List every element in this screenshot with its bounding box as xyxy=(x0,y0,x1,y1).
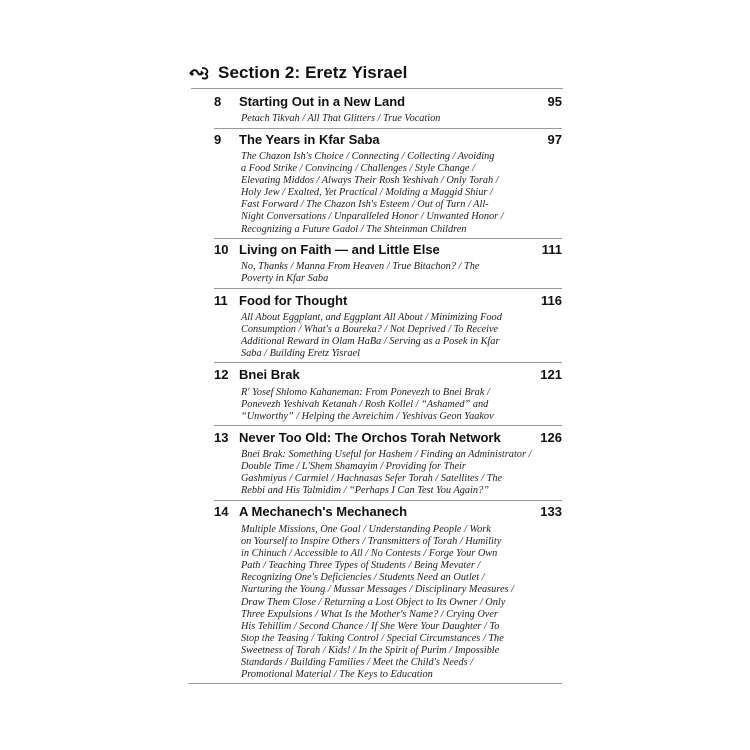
desc-line: Draw Them Close / Returning a Lost Object to Its Owner / Only xyxy=(241,596,506,608)
chapter-heading xyxy=(214,132,562,147)
desc-line: Nurturing the Young / Mussar Messages / Disciplinary Measures / xyxy=(241,584,514,596)
desc-line: Double Time / L'Shem Shamayim / Providing for Their xyxy=(241,461,466,473)
desc-line: Rebbi and His Talmidim / “Perhaps I Can Test You Again?” xyxy=(241,485,489,497)
chapter-description xyxy=(241,312,541,360)
fleuron-ornament-icon xyxy=(188,65,212,81)
desc-line: Poverty in Kfar Saba xyxy=(241,273,329,285)
chapter-divider xyxy=(214,425,562,426)
desc-line: Fast Forward / The Chazon Ish's Esteem / Out of Turn / All- xyxy=(241,199,489,211)
chapter-heading xyxy=(214,293,562,308)
chapter-description xyxy=(241,151,541,236)
desc-line: Bnei Brak: Something Useful for Hashem / Finding an Administrator / xyxy=(241,449,532,460)
desc-line: Consumption / What's a Boureka? / Not Deprived / To Receive xyxy=(241,324,499,336)
desc-line: Promotional Material / The Keys to Education xyxy=(241,669,433,681)
section-title: Section 2: Eretz Yisrael xyxy=(218,63,408,82)
chapter-divider xyxy=(214,288,562,289)
desc-line: Gashmiyus / Carmiel / Hachnasas Sefer Torah / Satellites / The xyxy=(241,473,503,485)
desc-line: His Tehillim / Second Chance / If She Were Your Daughter / To xyxy=(241,620,500,632)
chapter-title: Food for Thought xyxy=(239,293,348,308)
desc-line: Additional Reward in Olam HaBa / Serving as a Posek in Kfar xyxy=(241,336,500,348)
desc-line: R' Yosef Shlomo Kahaneman: From Ponevezh to Bnei Brak / xyxy=(241,387,490,398)
chapter-number: 14 xyxy=(214,504,229,519)
desc-line: All About Eggplant, and Eggplant All About / Minimizing Food xyxy=(241,312,502,323)
chapter-description xyxy=(241,387,541,423)
chapter-heading xyxy=(214,367,562,382)
desc-line: Path / Teaching Three Types of Students / Being Mevater / xyxy=(241,560,481,572)
chapter-divider xyxy=(214,500,562,501)
chapter-description xyxy=(241,261,541,285)
chapter-divider xyxy=(214,362,562,363)
chapter-description xyxy=(241,524,541,681)
desc-line: on Yourself to Inspire Others / Transmitters of Torah / Humility xyxy=(241,536,502,548)
desc-line: Elevating Middos / Always Their Rosh Yeshivah / Only Torah / xyxy=(241,175,499,187)
desc-line: Recognizing One's Deficiencies / Students Need an Outlet / xyxy=(241,572,485,584)
desc-line: Multiple Missions, One Goal / Understanding People / Work xyxy=(241,524,491,535)
rule-bottom xyxy=(188,683,562,684)
desc-line: Holy Jew / Exalted, Yet Practical / Molding a Maggid Shiur / xyxy=(241,187,493,199)
desc-line: Three Expulsions / What Is the Mother's Name? / Crying Over xyxy=(241,608,498,620)
chapter-page: 111 xyxy=(541,242,562,257)
desc-line: a Food Strike / Convincing / Challenges / Style Change / xyxy=(241,163,475,175)
chapter-number: 13 xyxy=(214,430,229,445)
desc-line: Saba / Building Eretz Yisrael xyxy=(241,348,360,360)
chapter-page: 121 xyxy=(540,367,562,382)
chapter-number: 12 xyxy=(214,367,229,382)
chapter-title: Starting Out in a New Land xyxy=(239,94,406,109)
chapter-title: Never Too Old: The Orchos Torah Network xyxy=(239,430,501,445)
desc-line: Sweetness of Torah / Kids! / In the Spirit of Purim / Impossible xyxy=(241,644,500,656)
chapter-heading xyxy=(214,430,562,445)
chapter-number: 9 xyxy=(214,132,222,147)
desc-line: Stop the Teasing / Taking Control / Special Circumstances / The xyxy=(241,632,504,644)
chapter-title: A Mechanech's Mechanech xyxy=(239,504,408,519)
chapter-number: 10 xyxy=(214,242,229,257)
chapter-title: The Years in Kfar Saba xyxy=(239,132,380,147)
chapter-description xyxy=(241,449,541,497)
desc-line: Standards / Building Families / Meet the Child's Needs / xyxy=(241,657,474,669)
chapter-page: 133 xyxy=(540,504,562,519)
chapter-title: Bnei Brak xyxy=(239,367,300,382)
chapter-page: 116 xyxy=(541,293,562,308)
chapter-heading xyxy=(214,504,562,519)
chapter-number: 11 xyxy=(214,293,228,308)
chapter-heading xyxy=(214,242,562,257)
rule-top xyxy=(191,88,563,89)
chapter-divider xyxy=(214,238,562,239)
chapter-description xyxy=(241,113,541,125)
chapter-divider xyxy=(214,128,562,129)
desc-line: “Unworthy” / Helping the Avreichim / Yeshivas Geon Yaakov xyxy=(241,411,494,423)
desc-line: The Chazon Ish's Choice / Connecting / Collecting / Avoiding xyxy=(241,151,495,162)
chapter-number: 8 xyxy=(214,94,222,109)
chapter-heading xyxy=(214,94,562,109)
desc-line: Petach Tikvah / All That Glitters / True Vocation xyxy=(241,113,441,124)
desc-line: No, Thanks / Manna From Heaven / True Bitachon? / The xyxy=(241,261,480,272)
desc-line: Recognizing a Future Gadol / The Shteinman Children xyxy=(241,223,467,235)
section-heading xyxy=(188,62,407,84)
desc-line: Ponevezh Yeshivah Ketanah / Rosh Kollel / “Ashamed” and xyxy=(241,399,489,411)
chapter-title: Living on Faith — and Little Else xyxy=(239,242,440,257)
chapter-page: 126 xyxy=(540,430,562,445)
chapter-page: 95 xyxy=(547,94,562,109)
desc-line: Night Conversations / Unparalleled Honor / Unwanted Honor / xyxy=(241,211,504,223)
desc-line: in Chinuch / Accessible to All / No Contests / Forge Your Own xyxy=(241,548,498,560)
chapter-page: 97 xyxy=(547,132,562,147)
